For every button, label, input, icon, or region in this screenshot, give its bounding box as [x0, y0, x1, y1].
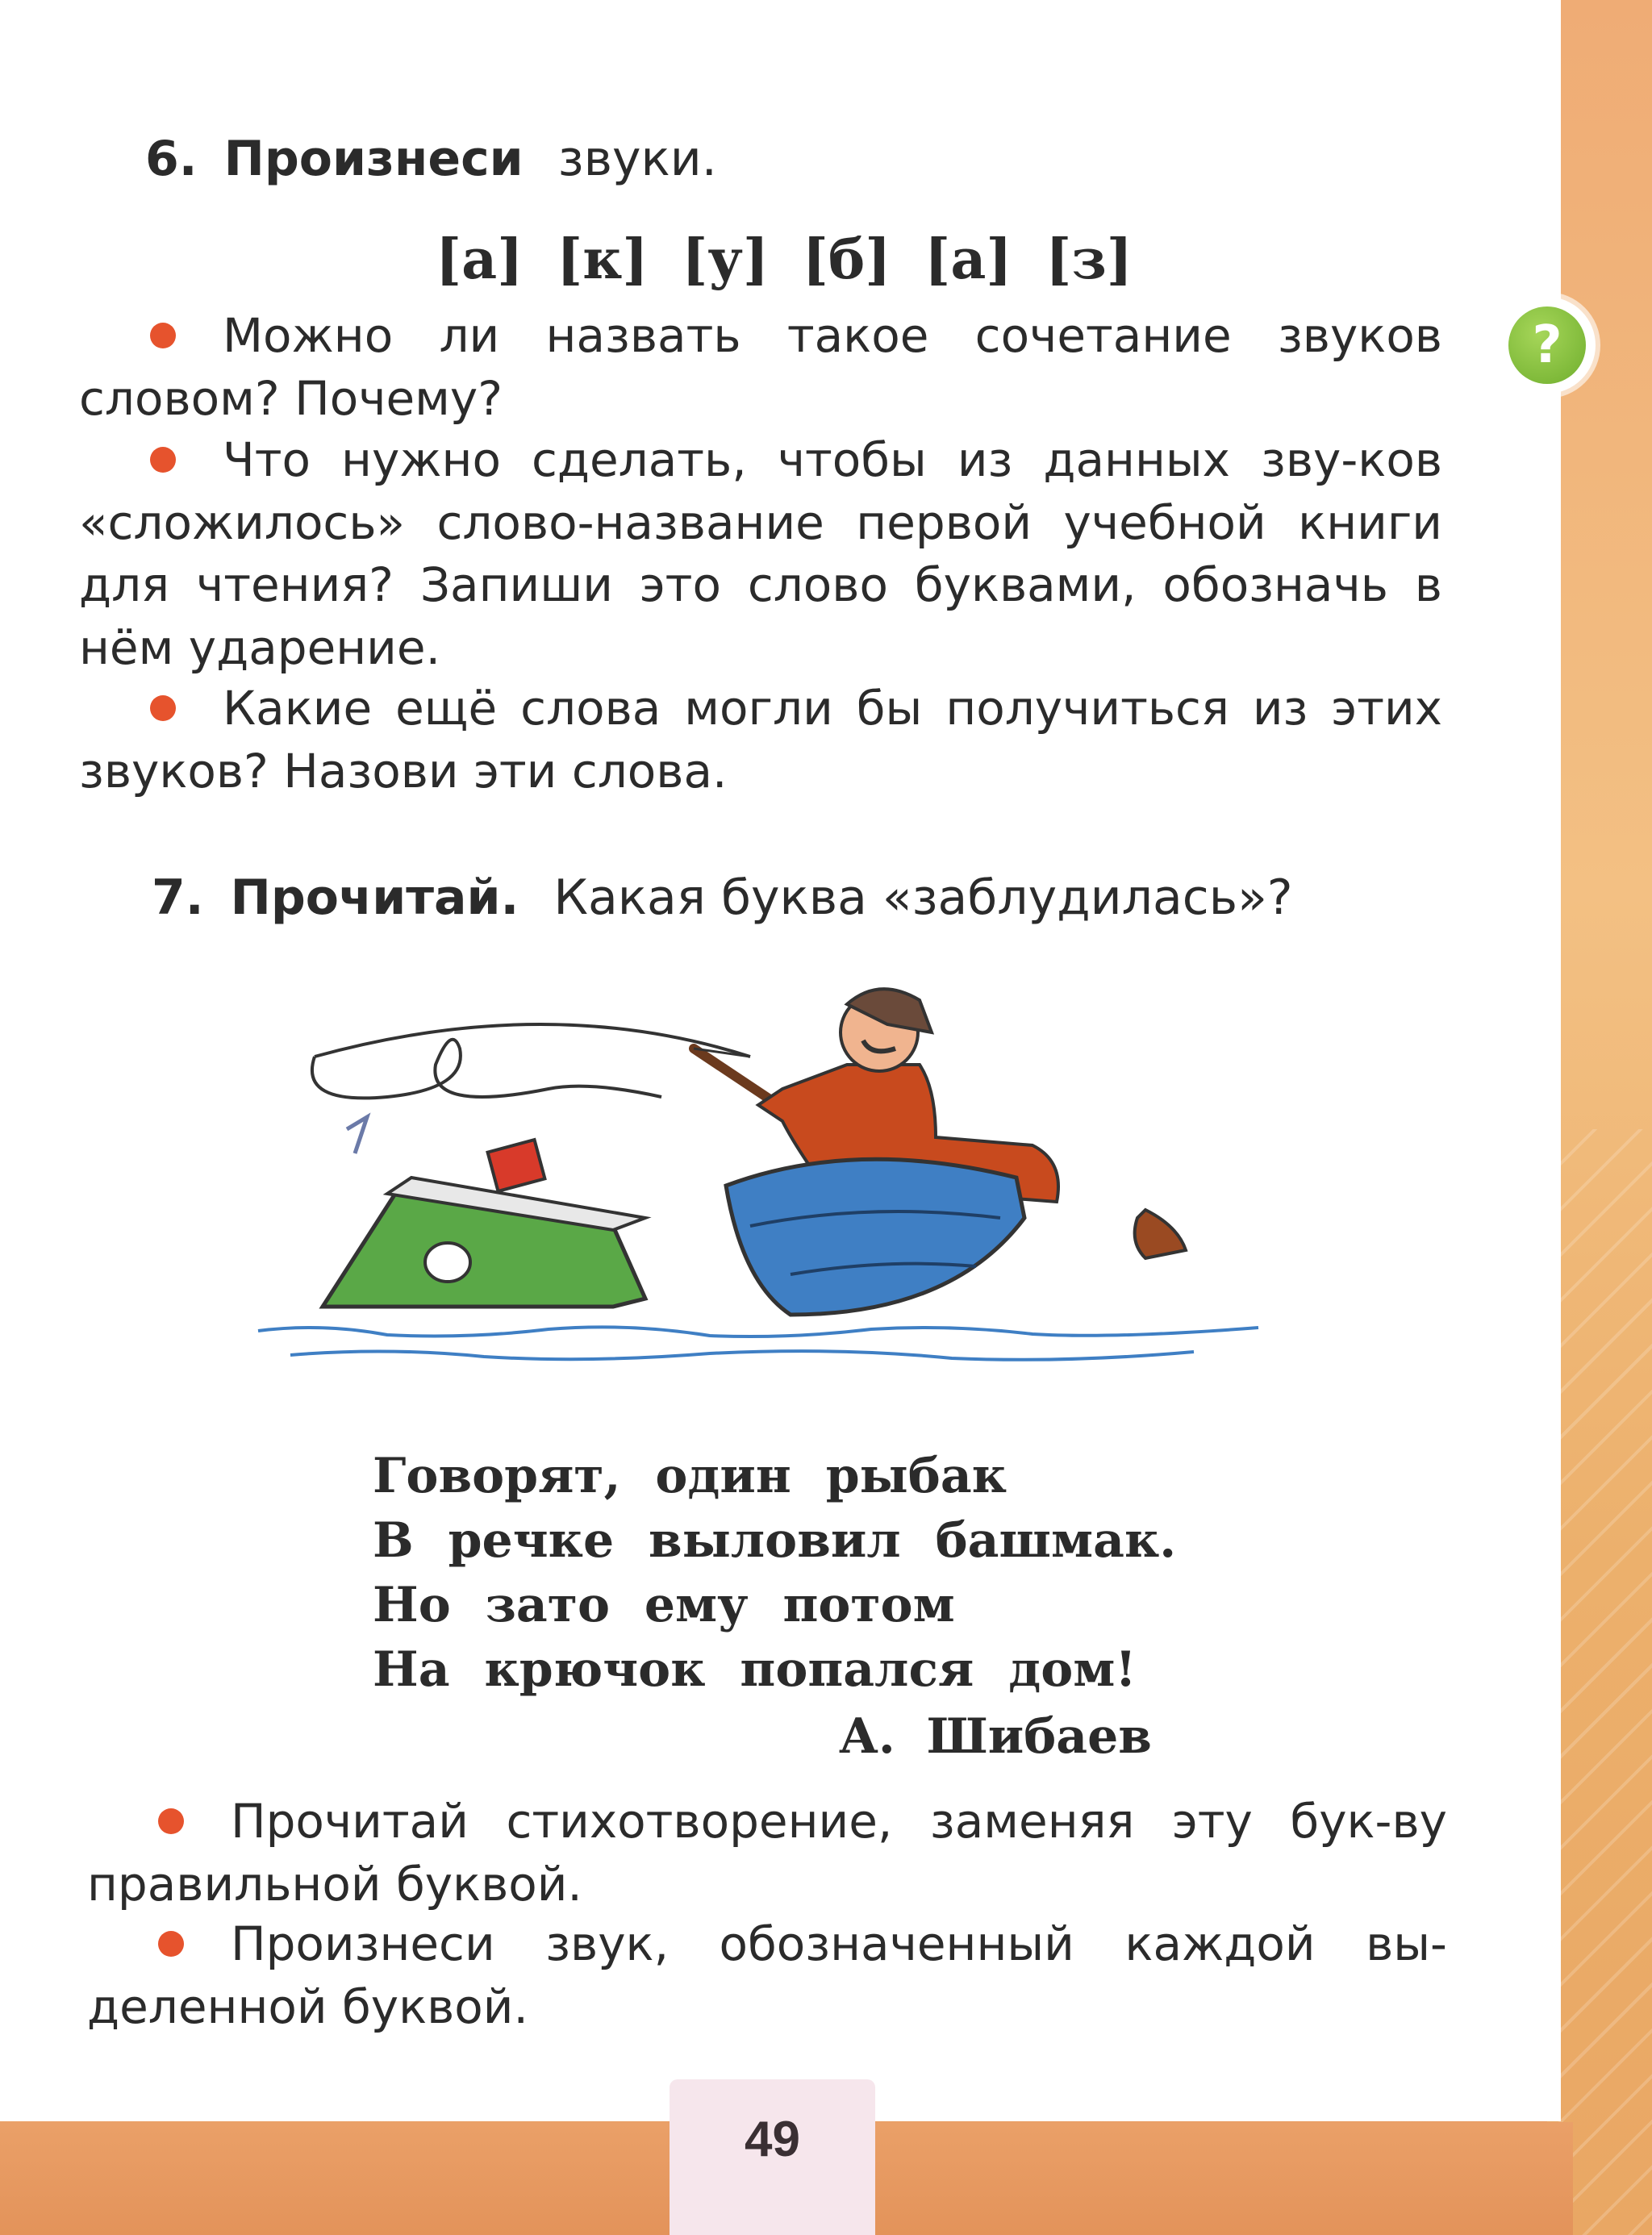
task-6-verb: Произнеси: [223, 131, 524, 187]
bullet-icon: [158, 1931, 184, 1957]
poem-author: А. Шибаев: [839, 1708, 1152, 1765]
bullet-icon: [150, 447, 176, 473]
task-6-heading: [145, 131, 717, 187]
task-7-item-2: Произнеси звук, обозначенный каждой вы-деленной буквой.: [87, 1916, 1447, 2034]
poem-line: В речке выловил башмак.: [373, 1512, 1177, 1569]
task-6-item-2: Что нужно сделать, чтобы из данных зву-ков «сложилось» слово-название первой учебной книги для чтения? Запиши это слово буквами, обозначь в нём ударение.: [79, 432, 1442, 675]
page-number: 49: [745, 2112, 800, 2167]
task-7-heading: [152, 869, 1293, 926]
fisherman-illustration: [226, 960, 1315, 1395]
boat: [726, 1159, 1024, 1315]
task-6-item-3: Какие ещё слова могли бы получиться из этих звуков? Назови эти слова.: [79, 681, 1442, 799]
task-7-verb: Прочитай.: [230, 869, 519, 926]
page-edge-pattern: [1547, 1129, 1652, 2235]
water: [258, 1327, 1258, 1359]
bullet-icon: [150, 323, 176, 348]
task-6-number: 6.: [145, 131, 198, 187]
poem-line: Говорят, один рыбак: [373, 1448, 1007, 1504]
task-6-item-1: Можно ли назвать такое сочетание звуков словом? Почему?: [79, 308, 1442, 426]
poem-line: Но зато ему потом: [373, 1577, 955, 1633]
bullet-icon: [150, 695, 176, 721]
page-number-tab: [670, 2079, 875, 2235]
task-6-text: звуки.: [557, 131, 717, 187]
bullet-icon: [158, 1808, 184, 1834]
poem-line: На крючок попался дом!: [373, 1641, 1137, 1698]
task-7-item-1: Прочитай стихотворение, заменяя эту бук-ву правильной буквой.: [87, 1794, 1447, 1912]
task-7-number: 7.: [152, 869, 204, 926]
poem: [373, 1444, 1176, 1702]
sounds-line: [а] [к] [у] [б] [а] [з]: [436, 227, 1133, 292]
task-7-text: Какая буква «заблудилась»?: [553, 869, 1293, 926]
question-icon: ?: [1499, 297, 1596, 394]
fishing-line: [312, 1024, 750, 1098]
house: [323, 1117, 645, 1307]
